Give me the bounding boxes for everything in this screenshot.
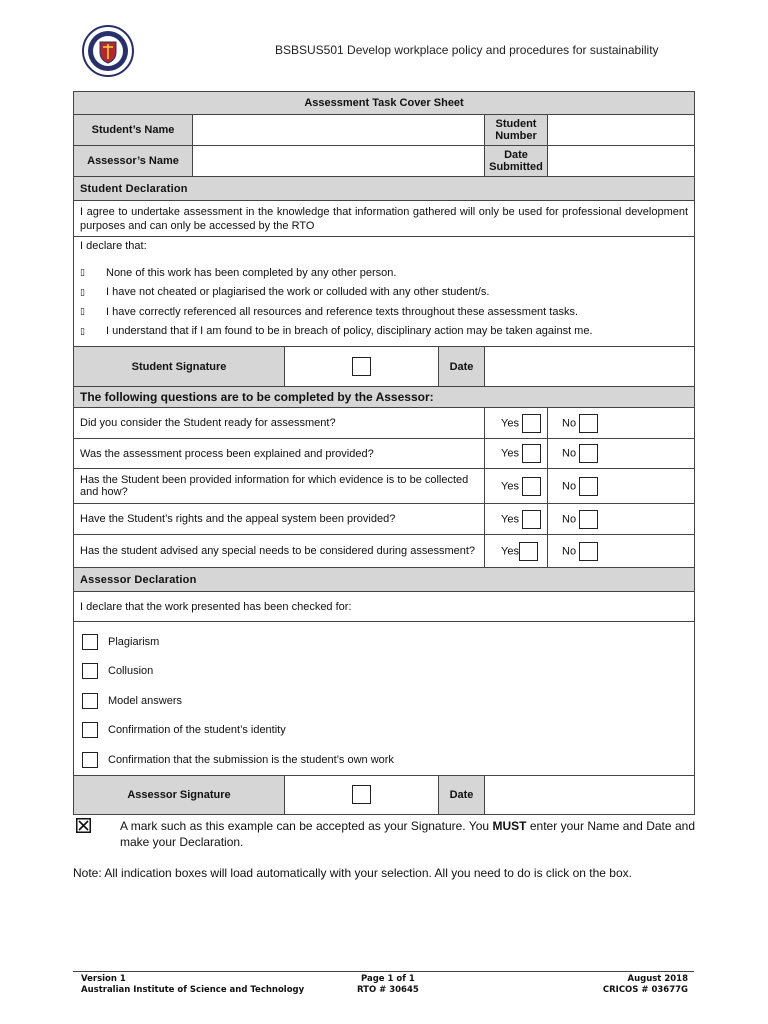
assessment-cover-table [73,91,695,815]
assessor-signature-cell [285,775,439,814]
checklist-item: Confirmation that the submission is the student’s own work [80,745,688,775]
institute-logo [82,25,134,77]
student-signature-label: Student Signature [74,347,285,387]
no-option[interactable]: No [548,504,695,535]
no-option[interactable]: No [548,469,695,504]
assessor-declaration-intro: I declare that the work presented has been checked for: [74,592,695,622]
assessor-date-field[interactable] [485,775,695,814]
footer-date: August 2018 [627,974,688,984]
student-signature-cell [285,347,439,387]
own-work-checkbox[interactable] [82,752,98,768]
date-submitted-field[interactable] [548,146,695,177]
no-checkbox[interactable] [579,542,598,561]
assessor-question: Has the Student been provided information for which evidence is to be collected and how? [74,469,485,504]
assessor-name-label: Assessor’s Name [74,146,193,177]
assessor-date-label: Date [439,775,485,814]
signature-note: A mark such as this example can be accepted as your Signature. You MUST enter your Name and Date and make your Declaration. [73,818,695,850]
checklist-item: Collusion [80,657,688,687]
assessor-signature-label: Assessor Signature [74,775,285,814]
student-declaration-heading: Student Declaration [74,177,695,201]
assessor-question: Has the student advised any special needs to be considered during assessment? [74,535,485,568]
no-option[interactable]: No [548,408,695,439]
page-footer [73,971,694,998]
student-name-label: Student’s Name [74,115,193,146]
identity-checkbox[interactable] [82,722,98,738]
yes-checkbox[interactable] [522,444,541,463]
footer-rto: RTO # 30645 [357,985,419,995]
no-checkbox[interactable] [579,414,598,433]
yes-option[interactable]: Yes [485,439,548,469]
yes-checkbox[interactable] [522,477,541,496]
declaration-item: ▯ I have not cheated or plagiarised the work or colluded with any other student/s. [80,286,490,299]
indication-note: Note: All indication boxes will load automatically with your selection. All you need to do is click on the box. [73,866,632,880]
yes-option[interactable]: Yes [485,469,548,504]
footer-page: Page 1 of 1 [360,974,415,984]
assessor-checklist [74,622,695,776]
checklist-item: Confirmation of the student’s identity [80,716,688,746]
declaration-list [74,237,695,347]
assessor-question: Have the Student’s rights and the appeal system been provided? [74,504,485,535]
student-date-field[interactable] [485,347,695,387]
no-checkbox[interactable] [579,477,598,496]
checklist-item: Model answers [80,686,688,716]
date-submitted-label: Date Submitted [485,146,548,177]
student-signature-checkbox[interactable] [352,357,371,376]
student-number-label: Student Number [485,115,548,146]
student-agreement-text: I agree to undertake assessment in the knowledge that information gathered will only be used for professional development purposes and can only be accessed by the RTO [74,201,695,237]
declaration-item: ▯ I understand that if I am found to be in breach of policy, disciplinary action may be taken against me. [80,325,593,338]
assessor-name-field[interactable] [193,146,485,177]
yes-checkbox[interactable] [519,542,538,561]
footer-cricos: CRICOS # 03677G [602,985,688,995]
assessor-questions-heading: The following questions are to be completed by the Assessor: [74,387,695,408]
student-date-label: Date [439,347,485,387]
no-checkbox[interactable] [579,444,598,463]
declaration-item: ▯ None of this work has been completed by any other person. [80,266,397,279]
footer-institute: Australian Institute of Science and Technology [81,985,305,995]
checked-box-example-icon [76,818,91,833]
no-checkbox[interactable] [579,510,598,529]
declaration-item: ▯ I have correctly referenced all resources and reference texts throughout these assessment tasks. [80,305,579,318]
collusion-checkbox[interactable] [82,663,98,679]
unit-title: BSBSUS501 Develop workplace policy and procedures for sustainability [275,43,659,57]
assessor-declaration-heading: Assessor Declaration [74,568,695,592]
no-option[interactable]: No [548,535,695,568]
plagiarism-checkbox[interactable] [82,634,98,650]
bullet-icon: ▯ [80,325,85,336]
yes-option[interactable]: Yes [485,504,548,535]
bullet-icon: ▯ [80,267,85,278]
assessor-signature-checkbox[interactable] [352,785,371,804]
student-number-field[interactable] [548,115,695,146]
declare-intro: I declare that: [80,240,147,252]
no-option[interactable]: No [548,439,695,469]
assessor-question: Was the assessment process been explained and provided? [74,439,485,469]
yes-checkbox[interactable] [522,510,541,529]
assessor-question: Did you consider the Student ready for assessment? [74,408,485,439]
checklist-item: Plagiarism [80,627,688,657]
yes-option[interactable]: Yes [485,535,548,568]
bullet-icon: ▯ [80,286,85,297]
student-name-field[interactable] [193,115,485,146]
bullet-icon: ▯ [80,306,85,317]
cover-sheet-title: Assessment Task Cover Sheet [74,92,695,115]
footer-version: Version 1 [81,974,126,984]
yes-option[interactable]: Yes [485,408,548,439]
model-answers-checkbox[interactable] [82,693,98,709]
yes-checkbox[interactable] [522,414,541,433]
